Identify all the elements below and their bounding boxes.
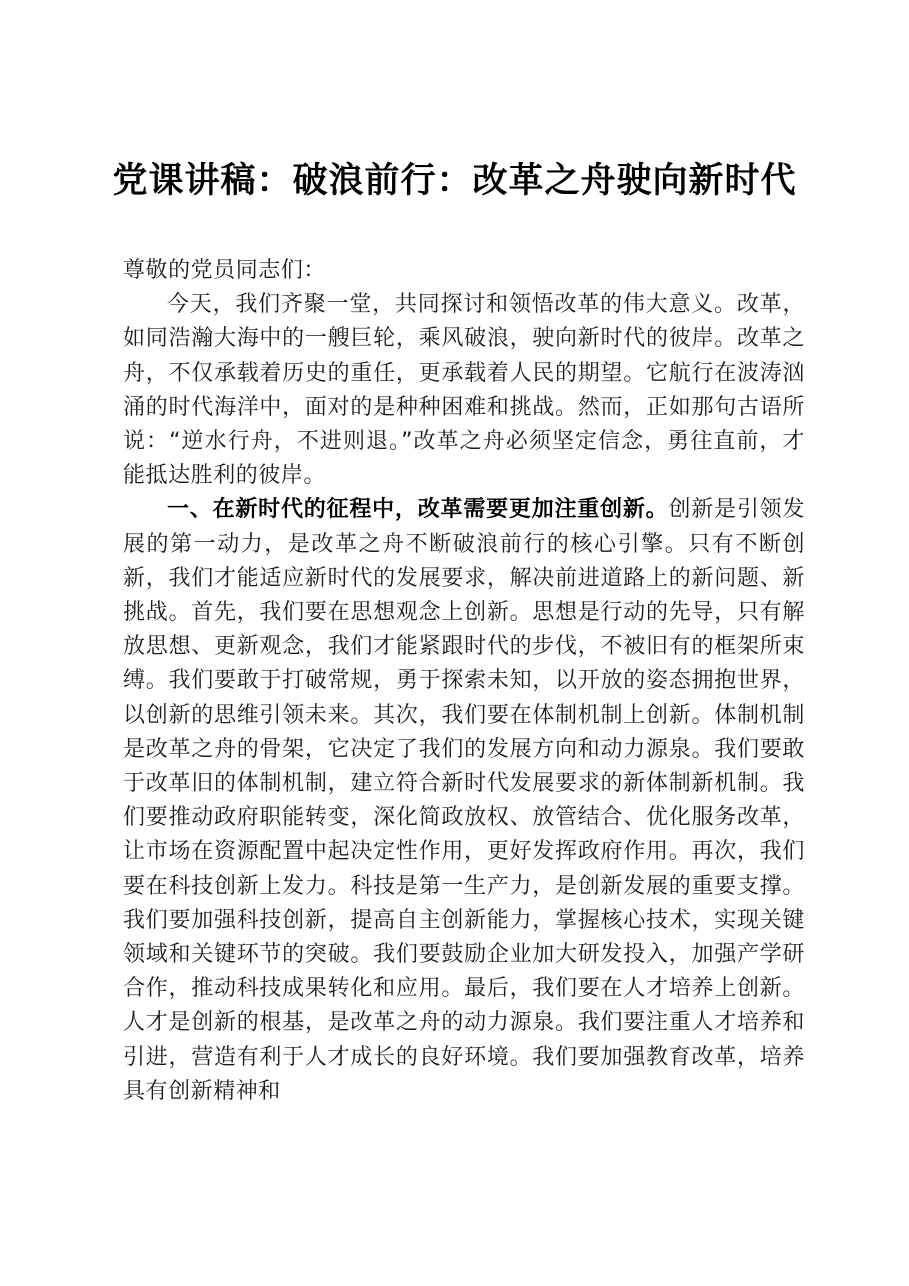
section-1-paragraph [123,493,805,1109]
document-title: 党课讲稿：破浪前行：改革之舟驶向新时代 [112,160,797,201]
section-1-body: 创新是引领发展的第一动力，是改革之舟不断破浪前行的核心引擎。只有不断创新，我们才能适应新时代的发展要求，解决前进道路上的新问题、新挑战。首先，我们要在思想观念上创新。思想是行动的先导，只有解放思想、更新观念，我们才能紧跟时代的步伐，不被旧有的框架所束缚。我们要敢于打破常规，勇于探索未知，以开放的姿态拥抱世界，以创新的思维引领未来。其次，我们要在体制机制上创新。体制机制是改革之舟的骨架，它决定了我们的发展方向和动力源泉。我们要敢于改革旧的体制机制，建立符合新时代发展要求的新体制新机制。我们要推动政府职能转变，深化简政放权、放管结合、优化服务改革，让市场在资源配置中起决定性作用，更好发挥政府作用。再次，我们要在科技创新上发力。科技是第一生产力，是创新发展的重要支撑。我们要加强科技创新，提高自主创新能力，掌握核心技术，实现关键领域和关键环节的突破。我们要鼓励企业加大研发投入，加强产学研合作，推动科技成果转化和应用。最后，我们要在人才培养上创新。人才是创新的根基，是改革之舟的动力源泉。我们要注重人才培养和引进，营造有利于人才成长的良好环境。我们要加强教育改革，培养具有创新精神和 [123,497,805,1104]
salutation: 尊敬的党员同志们： [123,258,326,283]
document-body [123,254,805,1109]
intro-paragraph: 今天，我们齐聚一堂，共同探讨和领悟改革的伟大意义。改革，如同浩瀚大海中的一艘巨轮，乘风破浪，驶向新时代的彼岸。改革之舟，不仅承载着历史的重任，更承载着人民的期望。它航行在波涛汹涌的时代海洋中，面对的是种种困难和挑战。然而，正如那句古语所说：“逆水行舟，不进则退。”改革之舟必须坚定信念，勇往直前，才能抵达胜利的彼岸。 [123,292,805,489]
section-1-heading: 一、在新时代的征程中，改革需要更加注重创新。 [167,497,669,523]
